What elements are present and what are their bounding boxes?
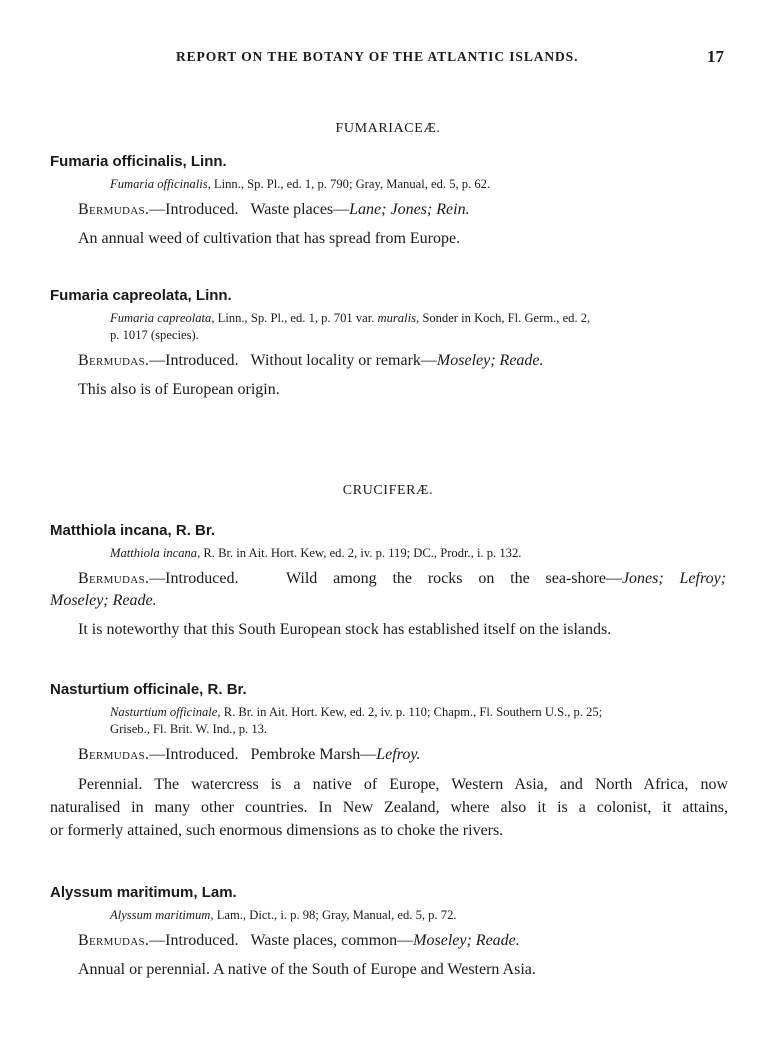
species-name: Nasturtium officinale, R. Br. [50,681,247,698]
bibliographic-reference: Matthiola incana, R. Br. in Ait. Hort. Kew, ed. 2, iv. p. 119; DC., Prodr., i. p. 132. [110,546,522,560]
family-heading-fumariaceae: FUMARIACEÆ. [335,121,441,136]
species-name: Matthiola incana, R. Br. [50,522,216,539]
species-entry-alyssum-maritimum [50,883,728,981]
bibliographic-reference: Fumaria capreolata, Linn., Sp. Pl., ed. 1, p. 701 var. muralis, Sonder in Koch, Fl. Germ., ed. 2, p. 1017 (species). [110,311,591,342]
running-title: REPORT ON THE BOTANY OF THE ATLANTIC ISLANDS. [176,49,579,64]
species-entry-fumaria-capreolata [50,286,728,401]
bibliographic-reference: Fumaria officinalis, Linn., Sp. Pl., ed. 1, p. 790; Gray, Manual, ed. 5, p. 62. [110,177,491,191]
locality-continuation: Moseley; Reade. [50,592,157,609]
species-name: Fumaria capreolata, Linn. [50,287,232,304]
locality-line: Bermudas.—Introduced. Waste places—Lane; Jones; Rein. [78,201,470,218]
species-note: An annual weed of cultivation that has spread from Europe. [78,230,461,247]
bibliographic-reference: Alyssum maritimum, Lam., Dict., i. p. 98; Gray, Manual, ed. 5, p. 72. [110,908,457,922]
page-number: 17 [707,47,724,66]
locality-line: Bermudas.—Introduced. Wild among the rocks on the sea-shore—Jones; Lefroy; [78,570,727,587]
family-heading-cruciferae: CRUCIFERÆ. [342,483,434,498]
species-entry-matthiola-incana [50,521,728,641]
species-name: Alyssum maritimum, Lam. [50,884,237,901]
species-entry-fumaria-officinalis [50,152,728,250]
running-head [0,49,776,71]
species-note: This also is of European origin. [78,381,280,398]
species-note: It is noteworthy that this South European stock has established itself on the islands. [78,621,612,638]
locality-line: Bermudas.—Introduced. Waste places, common—Moseley; Reade. [78,932,520,949]
species-entry-nasturtium-officinale [50,680,728,842]
bibliographic-reference: Nasturtium officinale, R. Br. in Ait. Hort. Kew, ed. 2, iv. p. 110; Chapm., Fl. Southern U.S., p. 25; Griseb., Fl. Brit. W. Ind., p. 13. [110,705,603,736]
locality-line: Bermudas.—Introduced. Without locality or remark—Moseley; Reade. [78,352,544,369]
locality-line: Bermudas.—Introduced. Pembroke Marsh—Lefroy. [78,746,421,763]
species-note: Annual or perennial. A native of the South of Europe and Western Asia. [78,961,536,978]
species-name: Fumaria officinalis, Linn. [50,153,227,170]
species-note: Perennial. The watercress is a native of Europe, Western Asia, and North Africa, now naturalised in many other countries. In New Zealand, where also it is a colonist, it attains, or formerly attained, such enormous dimensions as to choke the rivers. [50,776,728,839]
